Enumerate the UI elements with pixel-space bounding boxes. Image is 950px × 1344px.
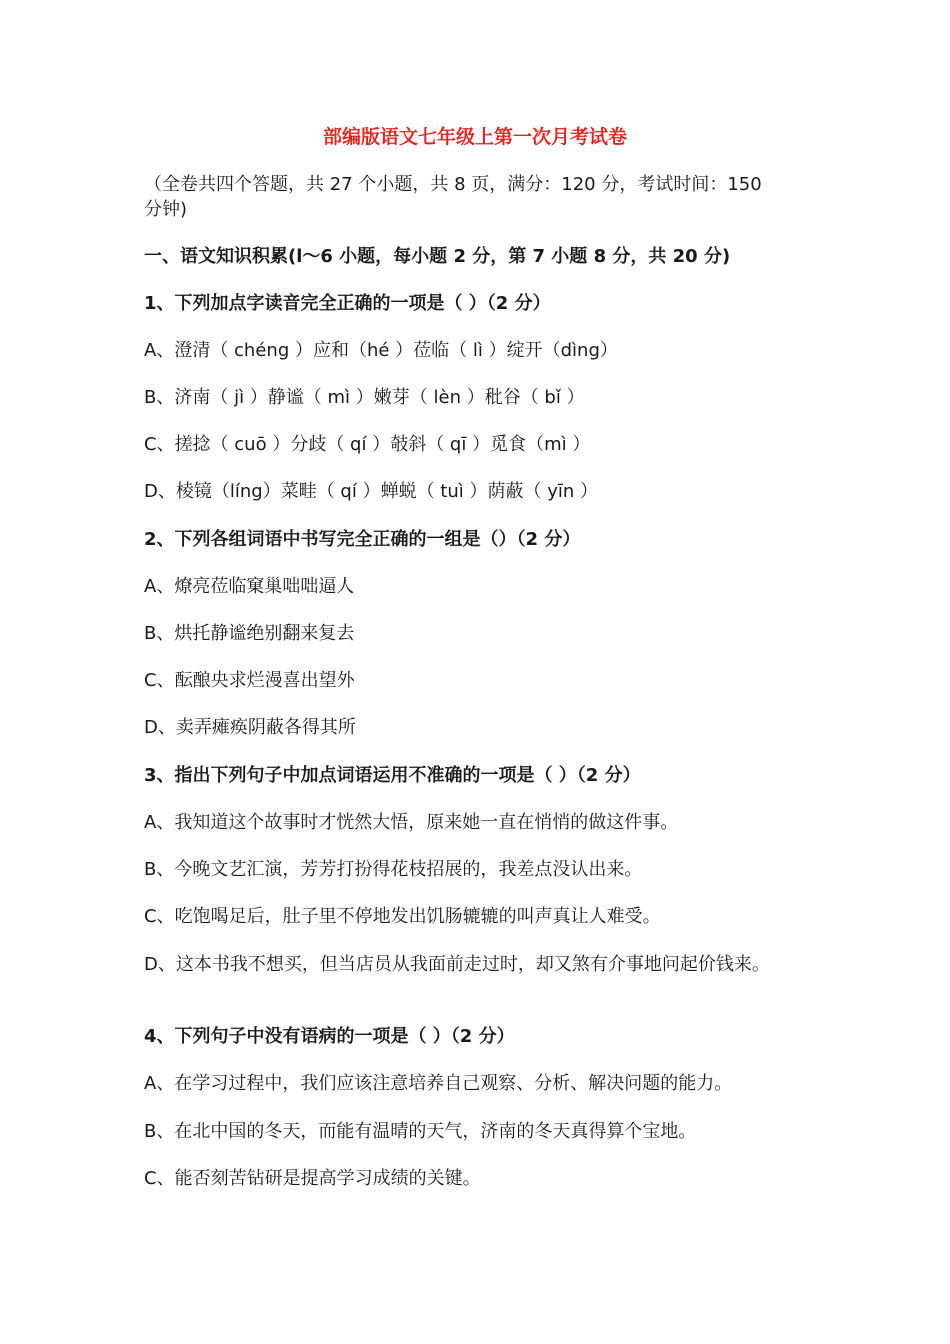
question-2-stem: 2、下列各组词语中书写完全正确的一组是（）（2 分） xyxy=(144,529,581,550)
question-3-option-b: B、今晚文艺汇演，芳芳打扮得花枝招展的，我差点没认出来。 xyxy=(144,859,643,880)
question-1-option-a: A、澄清（ chéng ）应和（hé ）莅临（ lì ）绽开（dìng） xyxy=(144,340,618,361)
question-2-option-d: D、卖弄瘫痪阴蔽各得其所 xyxy=(144,717,356,738)
exam-title: 部编版语文七年级上第一次月考试卷 xyxy=(322,126,627,148)
question-1-option-b: B、济南（ jì ）静谧（ mì ）嫩芽（ lèn ）秕谷（ bǐ ） xyxy=(144,387,585,408)
question-4-option-a: A、在学习过程中，我们应该注意培养自己观察、分析、解决问题的能力。 xyxy=(144,1073,733,1094)
intro-line-2: 分钟) xyxy=(144,199,188,220)
question-2-option-b: B、烘托静谧绝别翻来复去 xyxy=(144,623,355,644)
question-3-stem: 3、指出下列句子中加点词语运用不准确的一项是（ ）（2 分） xyxy=(144,765,641,786)
question-3-option-d: D、这本书我不想买，但当店员从我面前走过时，却又煞有介事地问起价钱来。 xyxy=(144,954,770,975)
question-1-option-c: C、搓捻（ cuō ）分歧（ qí ）攲斜（ qī ）觅食（mì ） xyxy=(144,434,591,455)
question-4-stem: 4、下列句子中没有语病的一项是（ ）（2 分） xyxy=(144,1026,515,1047)
question-4-option-b: B、在北中国的冬天，而能有温晴的天气，济南的冬天真得算个宝地。 xyxy=(144,1121,697,1142)
question-2-option-c: C、酝酿央求烂漫喜出望外 xyxy=(144,670,355,691)
question-4-option-c: C、能否刻苦钻研是提高学习成绩的关键。 xyxy=(144,1168,481,1189)
question-1-stem: 1、下列加点字读音完全正确的一项是（ ）（2 分） xyxy=(144,293,551,314)
intro-line-1: （全卷共四个答题，共 27 个小题，共 8 页，满分：120 分，考试时间：150 xyxy=(144,174,762,195)
question-2-option-a: A、燎亮莅临窠巢咄咄逼人 xyxy=(144,576,355,597)
question-3-option-c: C、吃饱喝足后，肚子里不停地发出饥肠辘辘的叫声真让人难受。 xyxy=(144,906,661,927)
section-heading: 一、语文知识积累(l～6 小题，每小题 2 分，第 7 小题 8 分，共 20 分) xyxy=(144,246,731,267)
question-3-option-a: A、我知道这个故事时才恍然大悟，原来她一直在悄悄的做这件事。 xyxy=(144,812,679,833)
question-1-option-d: D、棱镜（líng）菜畦（ qí ）蝉蜕（ tuì ）荫蔽（ yīn ） xyxy=(144,481,598,502)
